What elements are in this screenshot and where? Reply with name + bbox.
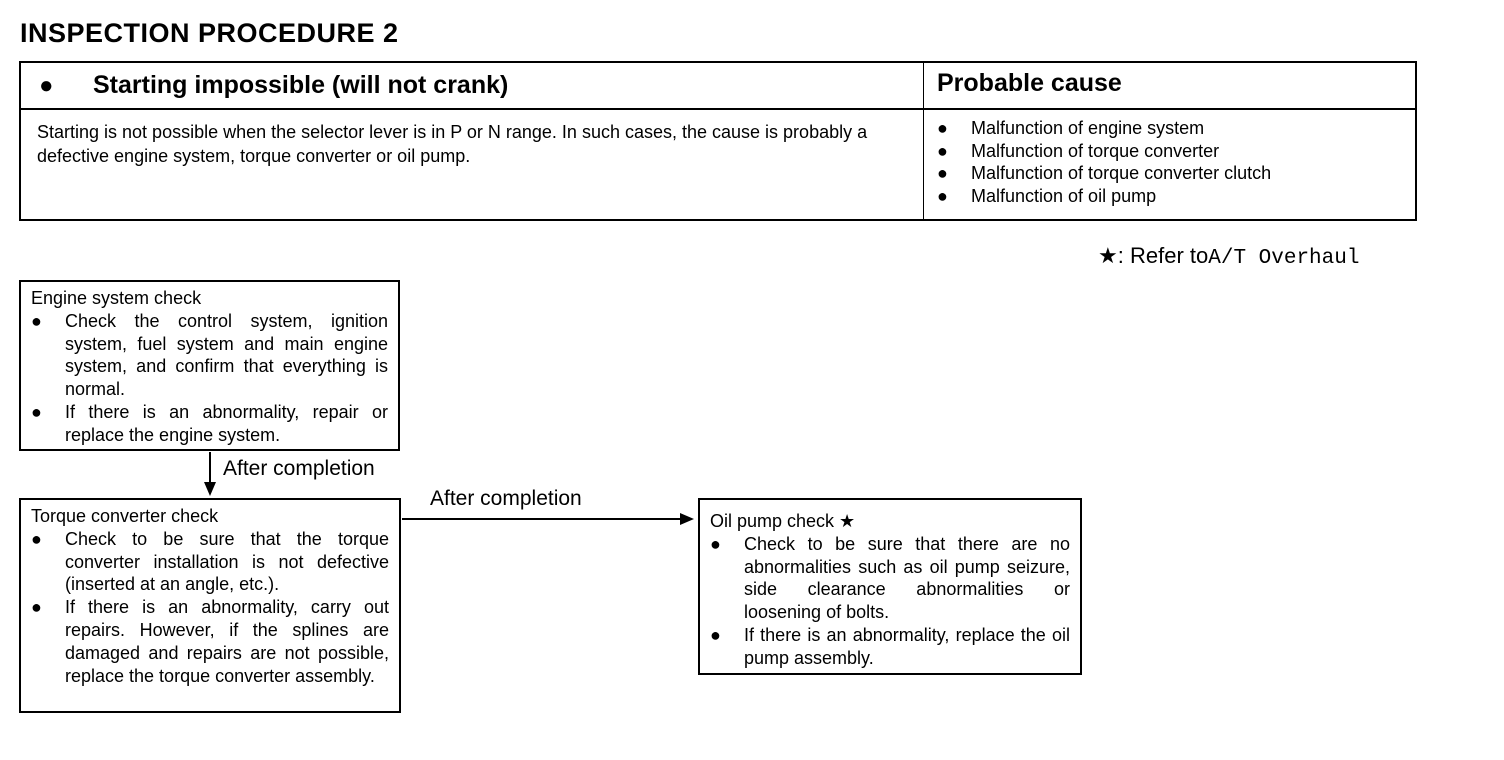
note-reference: A/T Overhaul xyxy=(1208,247,1360,270)
bullet-icon: ● xyxy=(39,71,54,99)
note-text: Refer to xyxy=(1129,243,1209,268)
list-item: ● Check the control system, ignition system, fuel system and main engine system, and confirm that everything is normal. xyxy=(31,310,388,400)
box-title: Engine system check xyxy=(31,288,202,308)
symptom-description: Starting is not possible when the selector lever is in P or N range. In such cases, the cause is probably a defective engine system, torque converter or oil pump. xyxy=(37,122,868,166)
down-arrow-head xyxy=(204,482,216,496)
list-item: ● If there is an abnormality, repair or replace the engine system. xyxy=(31,401,388,445)
bullet-icon: ● xyxy=(710,624,721,645)
box-title: Torque converter check xyxy=(31,506,219,526)
list-item: ● Check to be sure that the torque converter installation is not defective (inserted at an angle, etc.). xyxy=(31,528,389,595)
torque-converter-check-box xyxy=(19,498,401,713)
page-title: INSPECTION PROCEDURE 2 xyxy=(20,18,399,48)
list-item: ● If there is an abnormality, carry out repairs. However, if the splines are damaged and repairs are not possible, replace the torque converter assembly. xyxy=(31,597,389,686)
after-completion-label-down: After completion xyxy=(223,457,375,480)
bullet-icon: ● xyxy=(937,140,948,161)
list-item: ● Malfunction of torque converter clutch xyxy=(937,163,1272,183)
bullet-icon: ● xyxy=(710,533,721,554)
engine-system-check-box xyxy=(19,280,400,451)
list-item: ● Check to be sure that there are no abnormalities such as oil pump seizure, side clearance abnormalities or loosening of bolts. xyxy=(710,533,1070,623)
list-item: ● Malfunction of torque converter xyxy=(937,140,1220,161)
probable-cause-heading: Probable cause xyxy=(937,69,1122,97)
right-arrow-head xyxy=(680,513,694,525)
list-item: ● Malfunction of engine system xyxy=(937,118,1205,138)
star-icon: ★: xyxy=(1098,243,1124,268)
bullet-icon: ● xyxy=(937,118,948,138)
bullet-icon: ● xyxy=(31,528,42,549)
bullet-icon: ● xyxy=(937,163,948,183)
bullet-icon: ● xyxy=(31,310,42,331)
bullet-icon: ● xyxy=(937,185,948,206)
symptom-text: Starting impossible (will not crank) xyxy=(93,71,509,99)
oil-pump-check-box xyxy=(698,498,1082,675)
list-item: ● Malfunction of oil pump xyxy=(937,185,1157,206)
list-item: ● If there is an abnormality, replace the oil pump assembly. xyxy=(710,624,1070,668)
after-completion-label-right: After completion xyxy=(430,487,582,510)
bullet-icon: ● xyxy=(31,597,42,618)
bullet-icon: ● xyxy=(31,401,42,422)
box-title: Oil pump check ★ xyxy=(710,511,856,531)
